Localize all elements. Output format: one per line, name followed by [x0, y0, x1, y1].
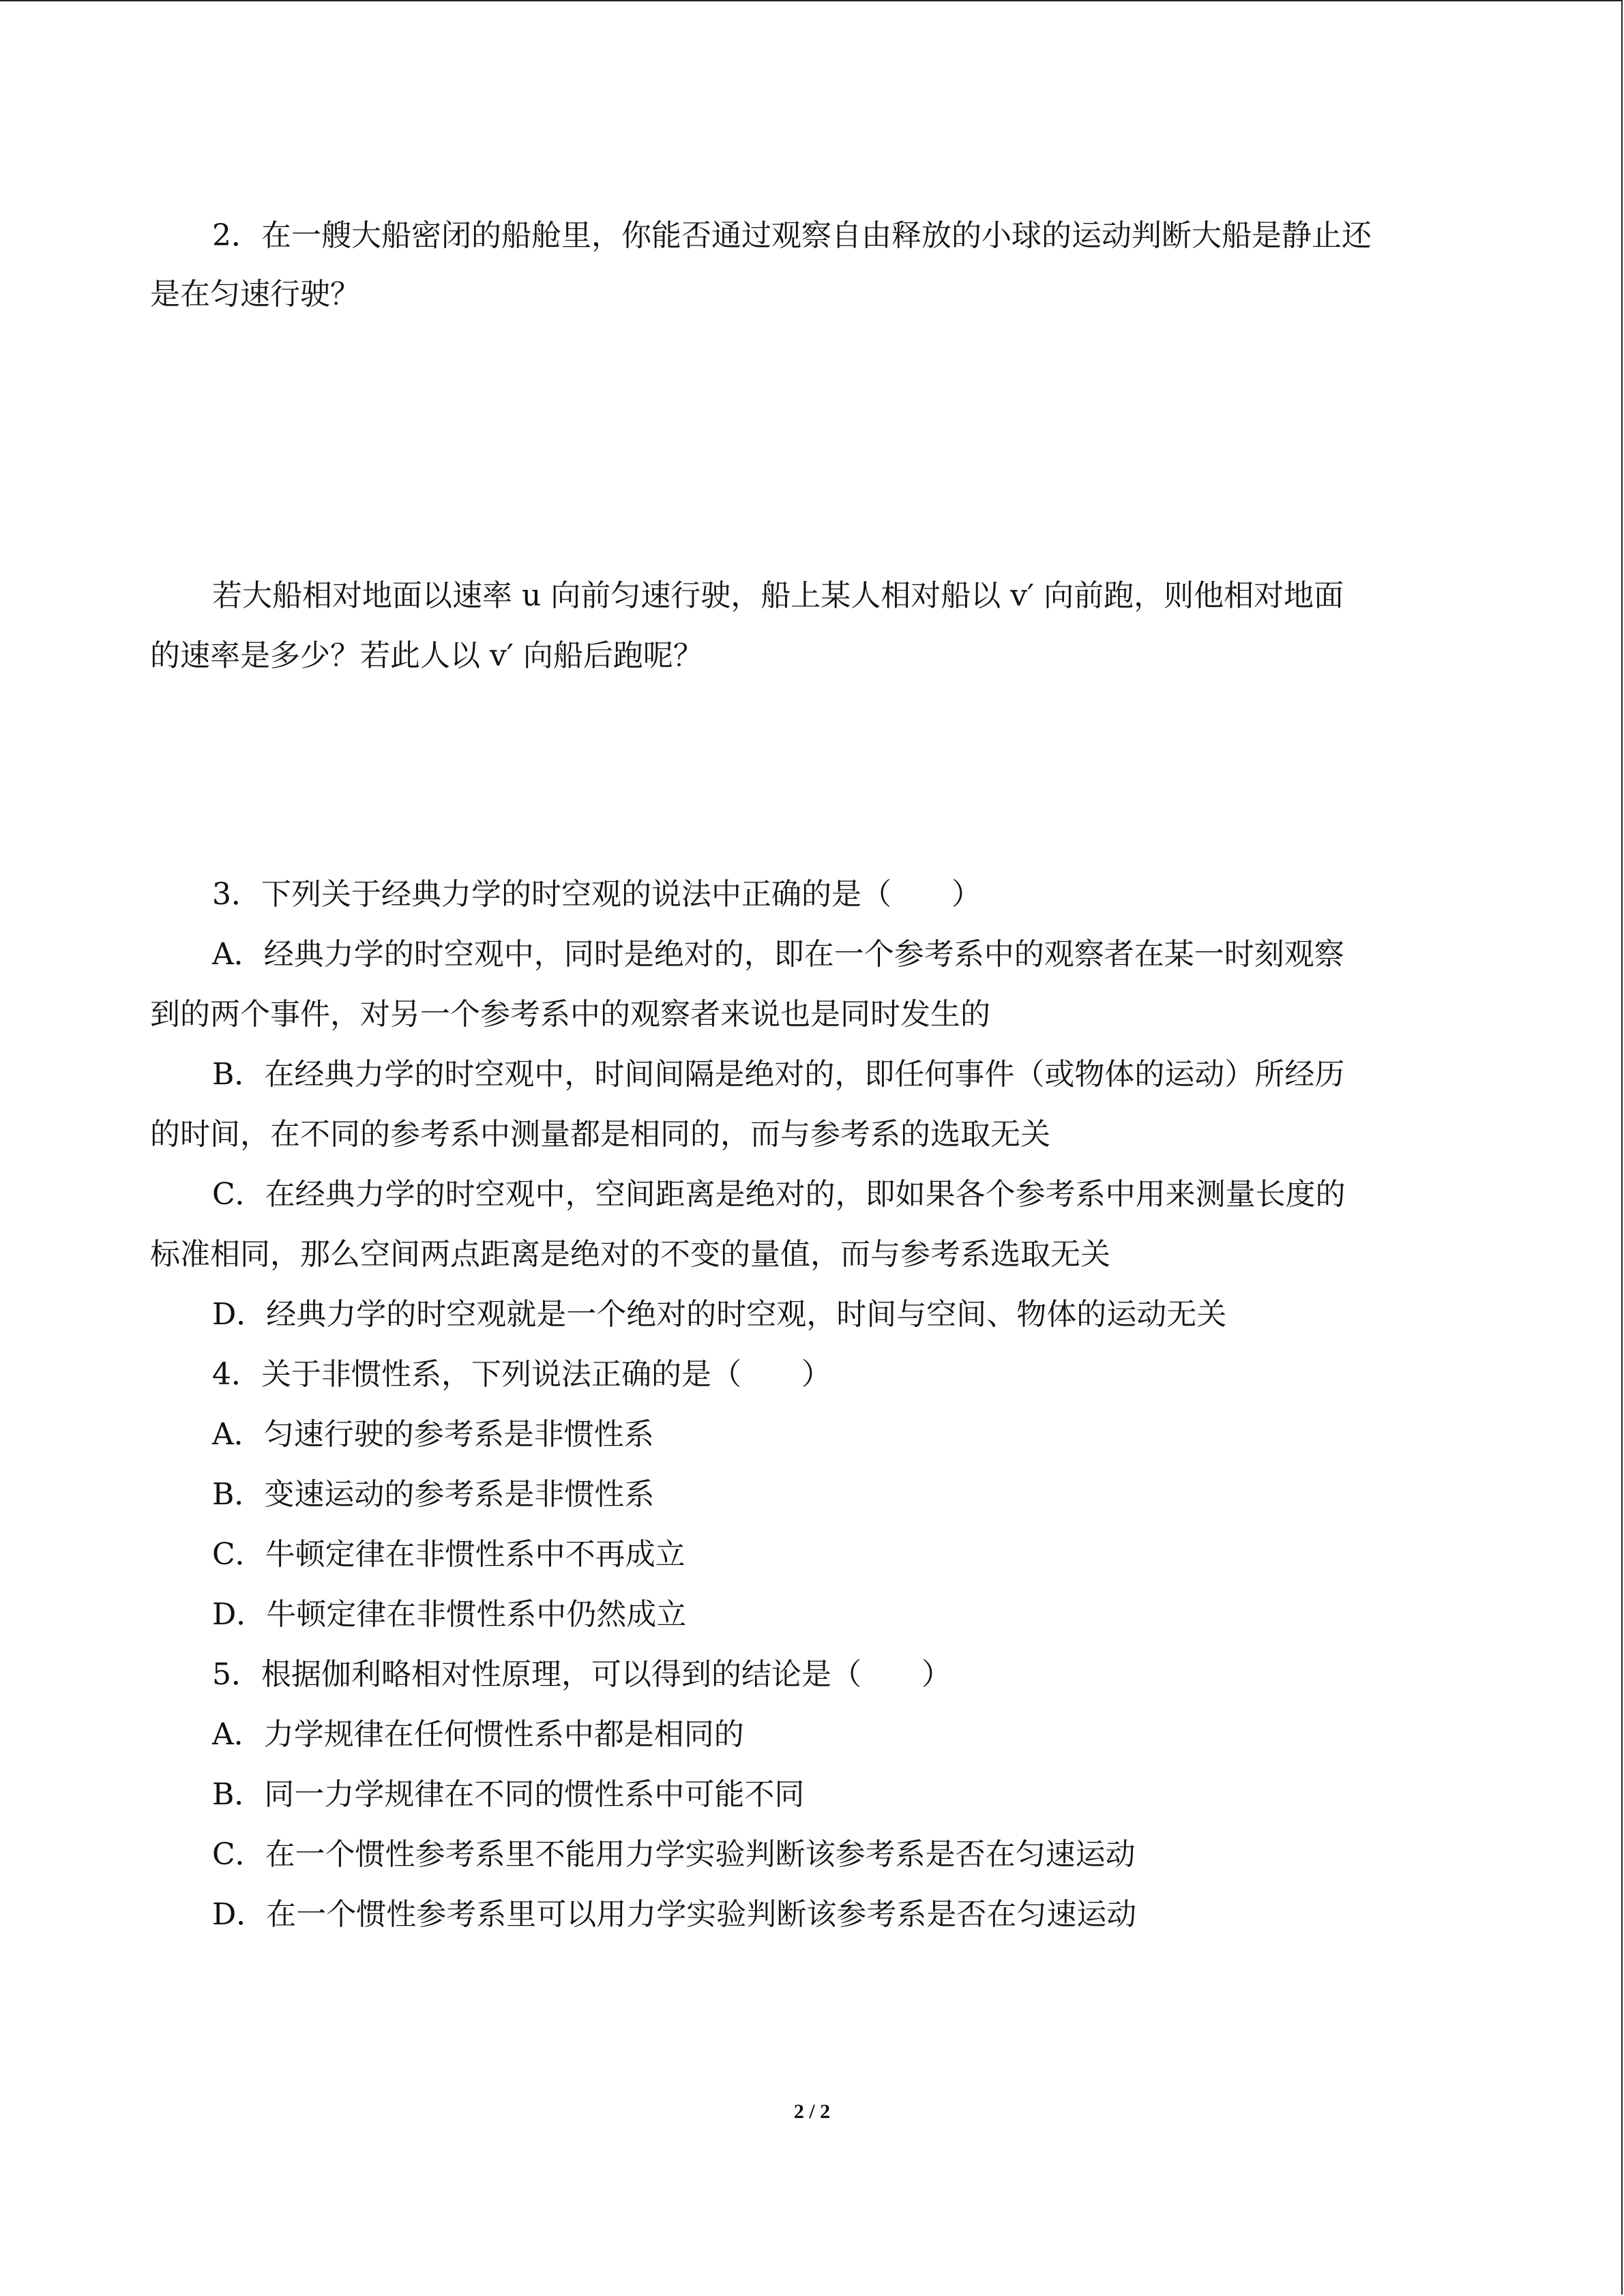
question-5-stem: 5．根据伽利略相对性原理，可以得到的结论是（ ） — [212, 1657, 951, 1692]
question-3-option-c-line-1: C．在经典力学的时空观中，空间距离是绝对的，即如果各个参考系中用来测量长度的 — [212, 1177, 1346, 1212]
question-3-option-a-line-1: A．经典力学的时空观中，同时是绝对的，即在一个参考系中的观察者在某一时刻观察 — [212, 937, 1344, 972]
question-5-option-d: D．在一个惯性参考系里可以用力学实验判断该参考系是否在匀速运动 — [212, 1897, 1137, 1932]
question-2b-line-2: 的速率是多少？若此人以 v′ 向船后跑呢？ — [150, 638, 703, 673]
question-4-option-d: D．牛顿定律在非惯性系中仍然成立 — [212, 1597, 687, 1632]
question-4-option-b: B．变速运动的参考系是非惯性系 — [212, 1477, 655, 1512]
question-4-stem: 4．关于非惯性系，下列说法正确的是（ ） — [212, 1357, 831, 1392]
question-3-option-b-line-1: B．在经典力学的时空观中，时间间隔是绝对的，即任何事件（或物体的运动）所经历 — [212, 1057, 1345, 1092]
question-3-option-d: D．经典力学的时空观就是一个绝对的时空观，时间与空间、物体的运动无关 — [212, 1297, 1227, 1332]
question-3-option-c-line-2: 标准相同，那么空间两点距离是绝对的不变的量值，而与参考系选取无关 — [150, 1237, 1110, 1272]
page-number: 2 / 2 — [793, 2100, 831, 2123]
question-3-option-a-line-2: 到的两个事件，对另一个参考系中的观察者来说也是同时发生的 — [150, 997, 990, 1032]
question-2-line-1: 2．在一艘大船密闭的船舱里，你能否通过观察自由释放的小球的运动判断大船是静止还 — [212, 218, 1372, 253]
question-2b-line-1: 若大船相对地面以速率 u 向前匀速行驶，船上某人相对船以 v′ 向前跑，则他相对地面 — [212, 578, 1344, 613]
question-3-option-b-line-2: 的时间，在不同的参考系中测量都是相同的，而与参考系的选取无关 — [150, 1117, 1050, 1152]
question-4-option-c: C．牛顿定律在非惯性系中不再成立 — [212, 1537, 685, 1572]
question-2-line-2: 是在匀速行驶？ — [150, 277, 360, 312]
question-3-stem: 3．下列关于经典力学的时空观的说法中正确的是（ ） — [212, 877, 981, 912]
question-5-option-a: A．力学规律在任何惯性系中都是相同的 — [212, 1717, 744, 1752]
question-5-option-c: C．在一个惯性参考系里不能用力学实验判断该参考系是否在匀速运动 — [212, 1837, 1136, 1872]
question-4-option-a: A．匀速行驶的参考系是非惯性系 — [212, 1417, 654, 1452]
question-5-option-b: B．同一力学规律在不同的惯性系中可能不同 — [212, 1777, 805, 1812]
